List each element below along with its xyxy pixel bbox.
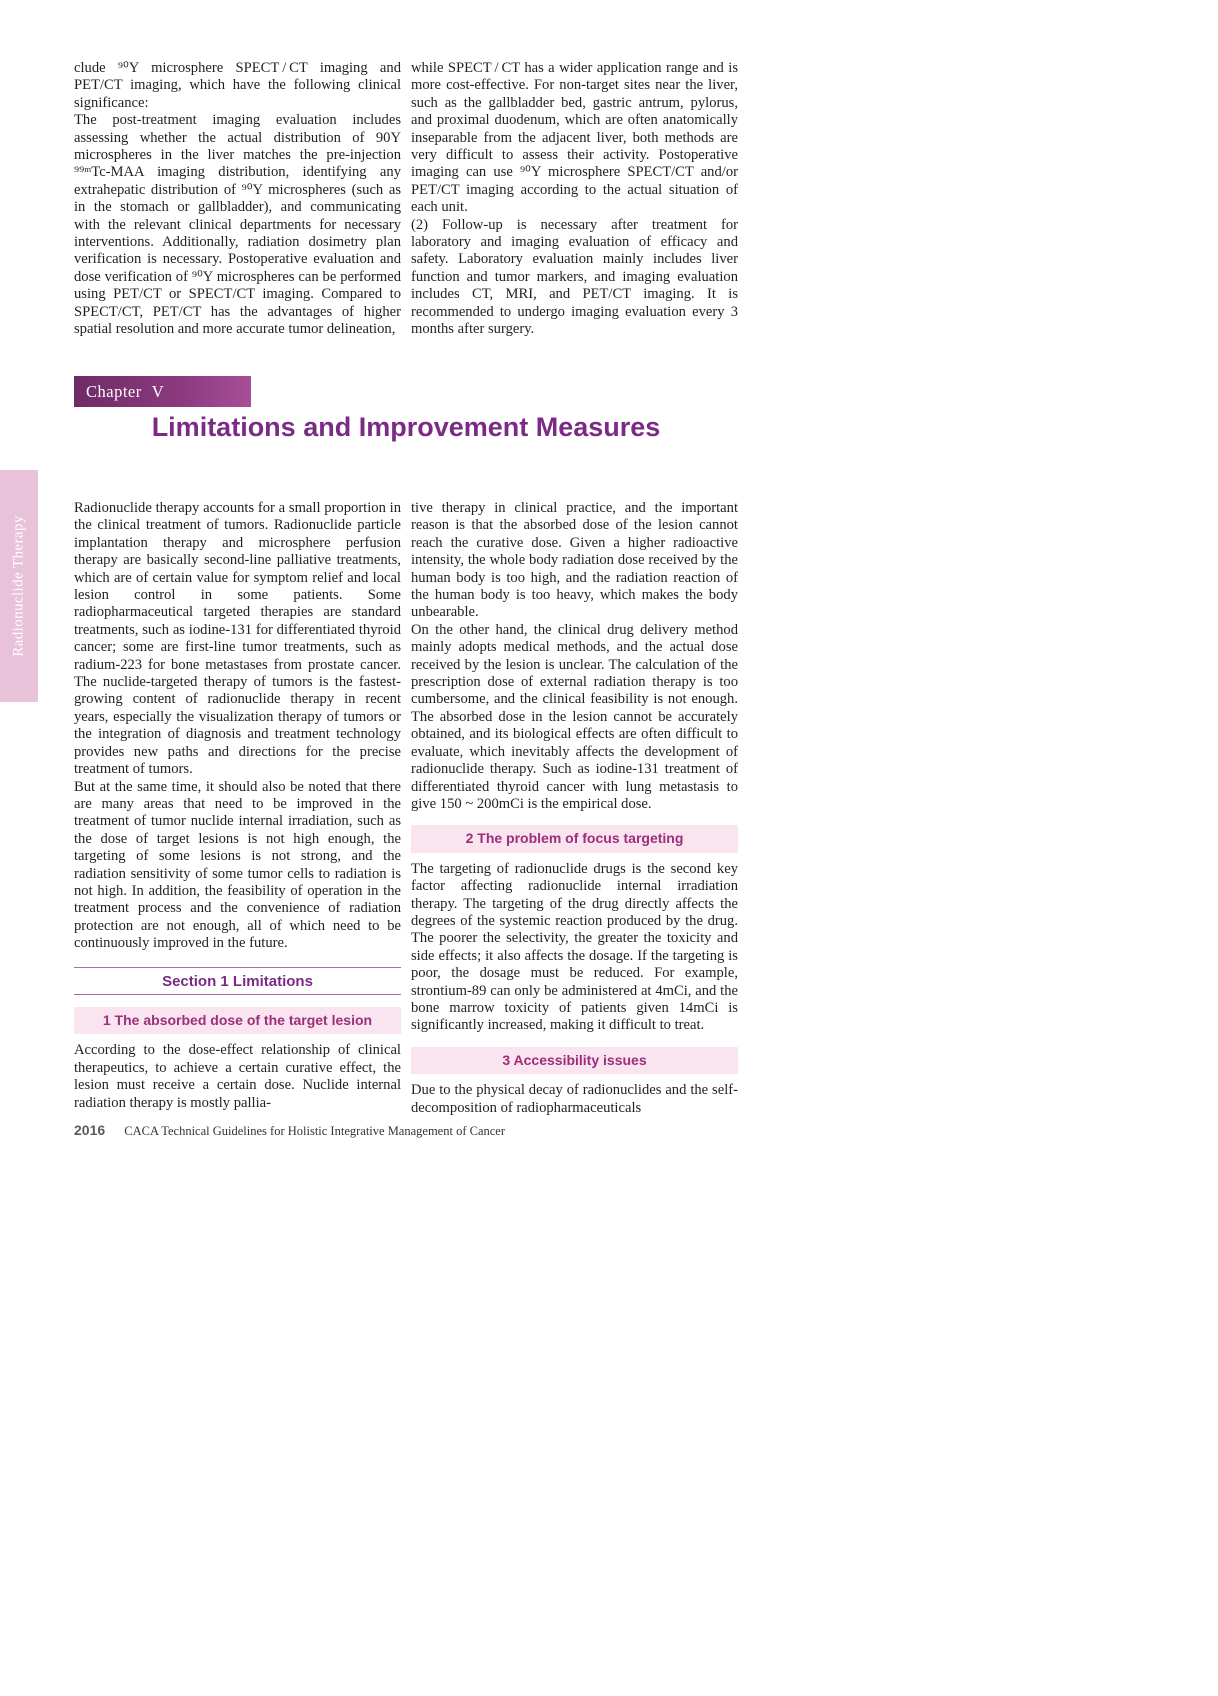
body-right-column — [411, 500, 738, 1117]
subsection-heading-1: 1 The absorbed dose of the target lesion — [74, 1007, 401, 1034]
paragraph: According to the dose-effect relationship of clinical therapeutics, to achieve a certain curative effect, the lesion must receive a certain dose. Nuclide internal radiation therapy is mostly pallia- — [74, 1042, 401, 1111]
paragraph: The targeting of radionuclide drugs is the second key factor affecting radionuclide internal irradiation therapy. The targeting of the drug directly affects the degrees of the systemic reaction produced by the drug. The poorer the selectivity, the greater the toxicity and side effects; it also affects the dosage. If the targeting is poor, the dosage must be reduced. For example, strontium-89 can only be administered at 4mCi, and the bone marrow toxicity of patients given 14mCi is significantly increased, making it difficult to treat. — [411, 860, 738, 1034]
paragraph: while SPECT / CT has a wider application range and is more cost-effective. For non-target sites near the liver, such as the gallbladder bed, gastric antrum, pylorus, and proximal duodenum, which are often anatomically inseparable from the adjacent liver, both methods are very difficult to assess their activity. Postoperative imaging can use ⁹⁰Y microsphere SPECT/CT and/or PET/CT imaging according to the actual situation of each unit. — [411, 60, 738, 216]
page-number: 2016 — [74, 1122, 106, 1138]
chapter-number: V — [151, 381, 165, 401]
section-heading-1: Section 1 Limitations — [74, 967, 401, 995]
side-tab-radionuclide-therapy — [0, 470, 38, 702]
paragraph: Radionuclide therapy accounts for a small proportion in the clinical treatment of tumors. Radionuclide particle implantation therapy and microsphere perfusion therapy are basically second-line palliative treatments, which are of certain value for symptom relief and local lesion control in some patients. Some radiopharmaceutical targeted therapies are standard treatments, such as iodine-131 for differentiated thyroid cancer; some are first-line tumor treatments, such as radium-223 for bone metastases from prostate cancer. The nuclide-targeted therapy of tumors is the fastest-growing content of radionuclide therapy in recent years, especially the visualization therapy of tumors or the integration of diagnosis and treatment technology provides new paths and directions for the precise treatment of tumors. — [74, 500, 401, 778]
chapter-tag — [74, 376, 251, 407]
chapter-label: Chapter — [86, 381, 142, 401]
paragraph: On the other hand, the clinical drug delivery method mainly adopts medical methods, and the actual dose received by the lesion is unclear. The calculation of the prescription dose of external radiation therapy is too cumbersome, and the clinical feasibility is not enough. The absorbed dose in the lesion cannot be accurately obtained, and its biological effects are often difficult to evaluate, which inevitably affects the development of radionuclide therapy. Such as iodine-131 treatment of differentiated thyroid cancer with lung metastasis to give 150 ~ 200mCi is the empirical dose. — [411, 621, 738, 812]
subsection-heading-3: 3 Accessibility issues — [411, 1047, 738, 1074]
paragraph: But at the same time, it should also be noted that there are many areas that need to be improved in the treatment of tumor nuclide internal irradiation, such as the dose of target lesions is not high enough, the targeting of some lesions is not strong, and the radiation sensitivity of some tumor cells to radiation is not high. In addition, the feasibility of operation in the treatment process and the convenience of radiation protection are not enough, all of which need to be continuously improved in the future. — [74, 778, 401, 952]
top-left-column — [74, 60, 401, 339]
paragraph: tive therapy in clinical practice, and the important reason is that the absorbed dose of the lesion cannot reach the curative dose. Given a higher radioactive intensity, the whole body radiation dose received by the human body is too high, and the radiation reaction of the human body is too heavy, which makes the body unbearable. — [411, 500, 738, 621]
paragraph: (2) Follow-up is necessary after treatment for laboratory and imaging evaluation of efficacy and safety. Laboratory evaluation mainly includes liver function and tumor markers, and imaging evaluation includes CT, MRI, and PET/CT imaging. It is recommended to undergo imaging evaluation every 3 months after surgery. — [411, 216, 738, 338]
top-right-column — [411, 60, 738, 339]
side-tab-label: Radionuclide Therapy — [10, 515, 27, 657]
paragraph: Due to the physical decay of radionuclides and the self-decomposition of radiopharmaceuticals — [411, 1082, 738, 1116]
subsection-heading-2: 2 The problem of focus targeting — [411, 825, 738, 852]
footer-text: CACA Technical Guidelines for Holistic Integrative Management of Cancer — [124, 1124, 506, 1138]
paragraph: The post-treatment imaging evaluation includes assessing whether the actual distribution of 90Y microspheres in the liver matches the pre-injection ⁹⁹ᵐTc-MAA imaging distribution, identifying any extrahepatic distribution of ⁹⁰Y microspheres (such as in the stomach or gallbladder), and communicating with the relevant clinical departments for necessary interventions. Additionally, radiation dosimetry plan verification is necessary. Postoperative evaluation and dose verification of ⁹⁰Y microspheres can be performed using PET/CT or SPECT/CT imaging. Compared to SPECT/CT, PET/CT has the advantages of higher spatial resolution and more accurate tumor delineation, — [74, 112, 401, 338]
page-footer — [74, 1122, 505, 1139]
paragraph: clude ⁹⁰Y microsphere SPECT / CT imaging and PET/CT imaging, which have the following clinical significance: — [74, 60, 401, 111]
chapter-title: Limitations and Improvement Measures — [151, 412, 661, 442]
body-left-column — [74, 500, 401, 1112]
